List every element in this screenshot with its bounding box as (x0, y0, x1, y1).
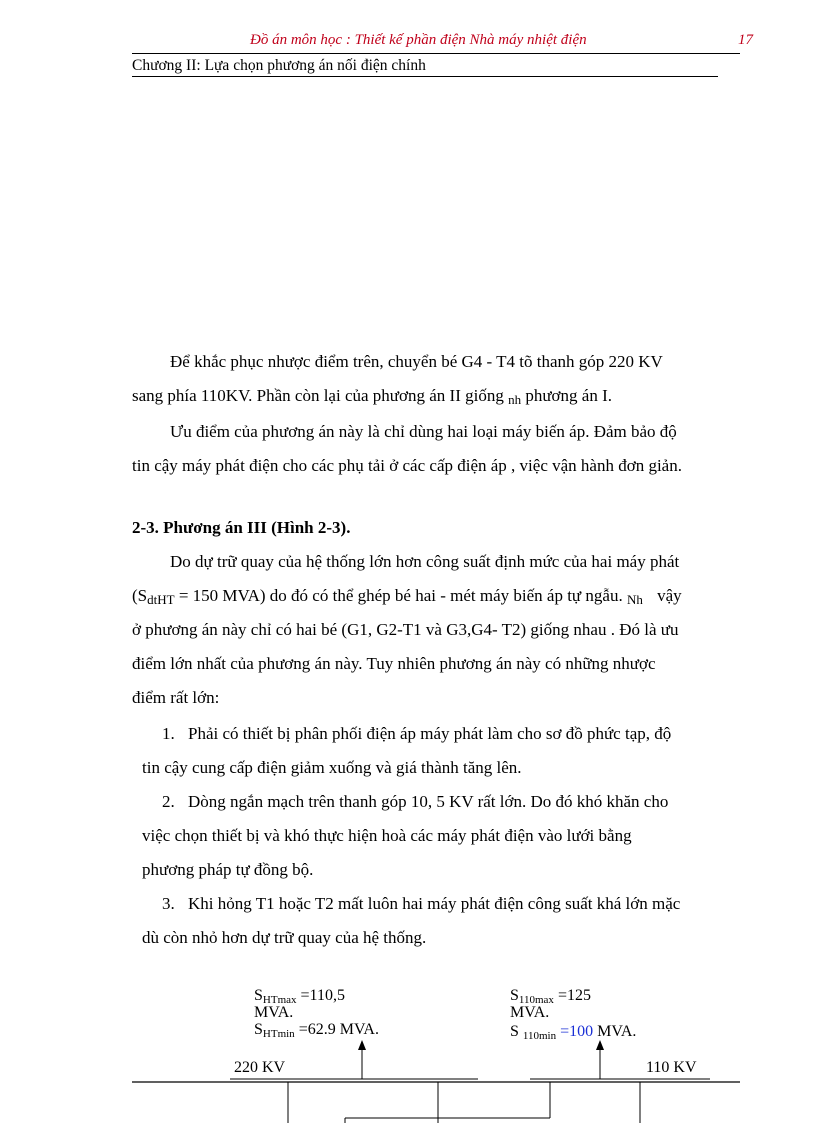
text-span: (S (132, 586, 148, 605)
text-span: nh (508, 392, 522, 407)
list-text: Phải có thiết bị phân phối điện áp máy phát làm cho sơ đồ phức tạp, độ (188, 724, 672, 743)
list-item (142, 887, 740, 955)
paragraph-line: điểm rất lớn: (132, 688, 220, 707)
list-text: Dòng ngắn mạch trên thanh góp 10, 5 KV rất lớn. Do đó khó khăn cho (188, 792, 669, 811)
list-text: Khi hỏng T1 hoặc T2 mất luôn hai máy phát điện công suất khá lớn mặc (188, 894, 681, 913)
list-number: 2. (162, 792, 175, 811)
label-s-htmax-unit: MVA. (254, 1004, 294, 1021)
list-number: 3. (162, 894, 175, 913)
list-number: 1. (162, 724, 175, 743)
text-span: phương án I. (525, 386, 613, 405)
text-span: = 150 MVA) do đó có thể ghép bé hai - mét máy biến áp tự ngẫu. (178, 586, 623, 605)
text-span: vậy (657, 586, 682, 605)
label-s-htmin: SHTmin =62.9 MVA. (254, 1021, 379, 1040)
list-text: việc chọn thiết bị và khó thực hiện hoà các máy phát điện vào lưới bằng (142, 826, 632, 845)
label-s-110max-unit: MVA. (510, 1004, 550, 1021)
page-header-title: Đồ án môn học : Thiết kế phần điện Nhà máy nhiệt điện (250, 32, 587, 48)
label-s-110max: S110max =125 (510, 987, 591, 1006)
text-span: sang phía 110KV. Phần còn lại của phương án II giống (132, 386, 504, 405)
list-item (142, 717, 740, 785)
paragraph-line: ở phương án này chỉ có hai bé (G1, G2-T1 và G3,G4- T2) giống nhau . Đó là ưu (132, 620, 679, 639)
bus-label-110kv: 110 KV (646, 1059, 697, 1076)
list-item (142, 785, 740, 887)
chapter-rule (132, 76, 718, 77)
label-s-htmax: SHTmax =110,5 (254, 987, 345, 1006)
list-text: dù còn nhỏ hơn dự trữ quay của hệ thống. (142, 928, 427, 947)
arrow-head-icon (596, 1040, 604, 1050)
text-span: Nh (626, 592, 643, 607)
paragraph-line (132, 379, 740, 414)
paragraph-line: điểm lớn nhất của phương án này. Tuy nhiên phương án này có những nhược (132, 654, 656, 673)
paragraph-line: Do dự trữ quay của hệ thống lớn hơn công suất định mức của hai máy phát (170, 552, 680, 571)
label-s-110min: S 110min =100 MVA. (510, 1023, 637, 1042)
list-text: phương pháp tự đồng bộ. (142, 860, 314, 879)
page-number: 17 (738, 32, 753, 48)
section-heading: 2-3. Phương án III (Hình 2-3). (132, 518, 351, 537)
list-text: tin cậy cung cấp điện giảm xuống và giá thành tăng lên. (142, 758, 522, 777)
paragraph-line: Ưu điểm của phương án này là chỉ dùng hai loại máy biến áp. Đảm bảo độ (170, 422, 677, 441)
bus-label-220kv: 220 KV (234, 1059, 286, 1076)
header-rule (132, 53, 740, 54)
text-span: dtHT (147, 592, 175, 607)
paragraph-line (132, 579, 740, 614)
chapter-title: Chương II: Lựa chọn phương án nối điện chính (132, 57, 426, 74)
paragraph-line: Để khắc phục nhược điểm trên, chuyển bé G4 - T4 tõ thanh góp 220 KV (170, 352, 663, 371)
paragraph-line: tin cậy máy phát điện cho các phụ tải ở các cấp điện áp , việc vận hành đơn giản. (132, 456, 682, 475)
arrow-head-icon (358, 1040, 366, 1050)
